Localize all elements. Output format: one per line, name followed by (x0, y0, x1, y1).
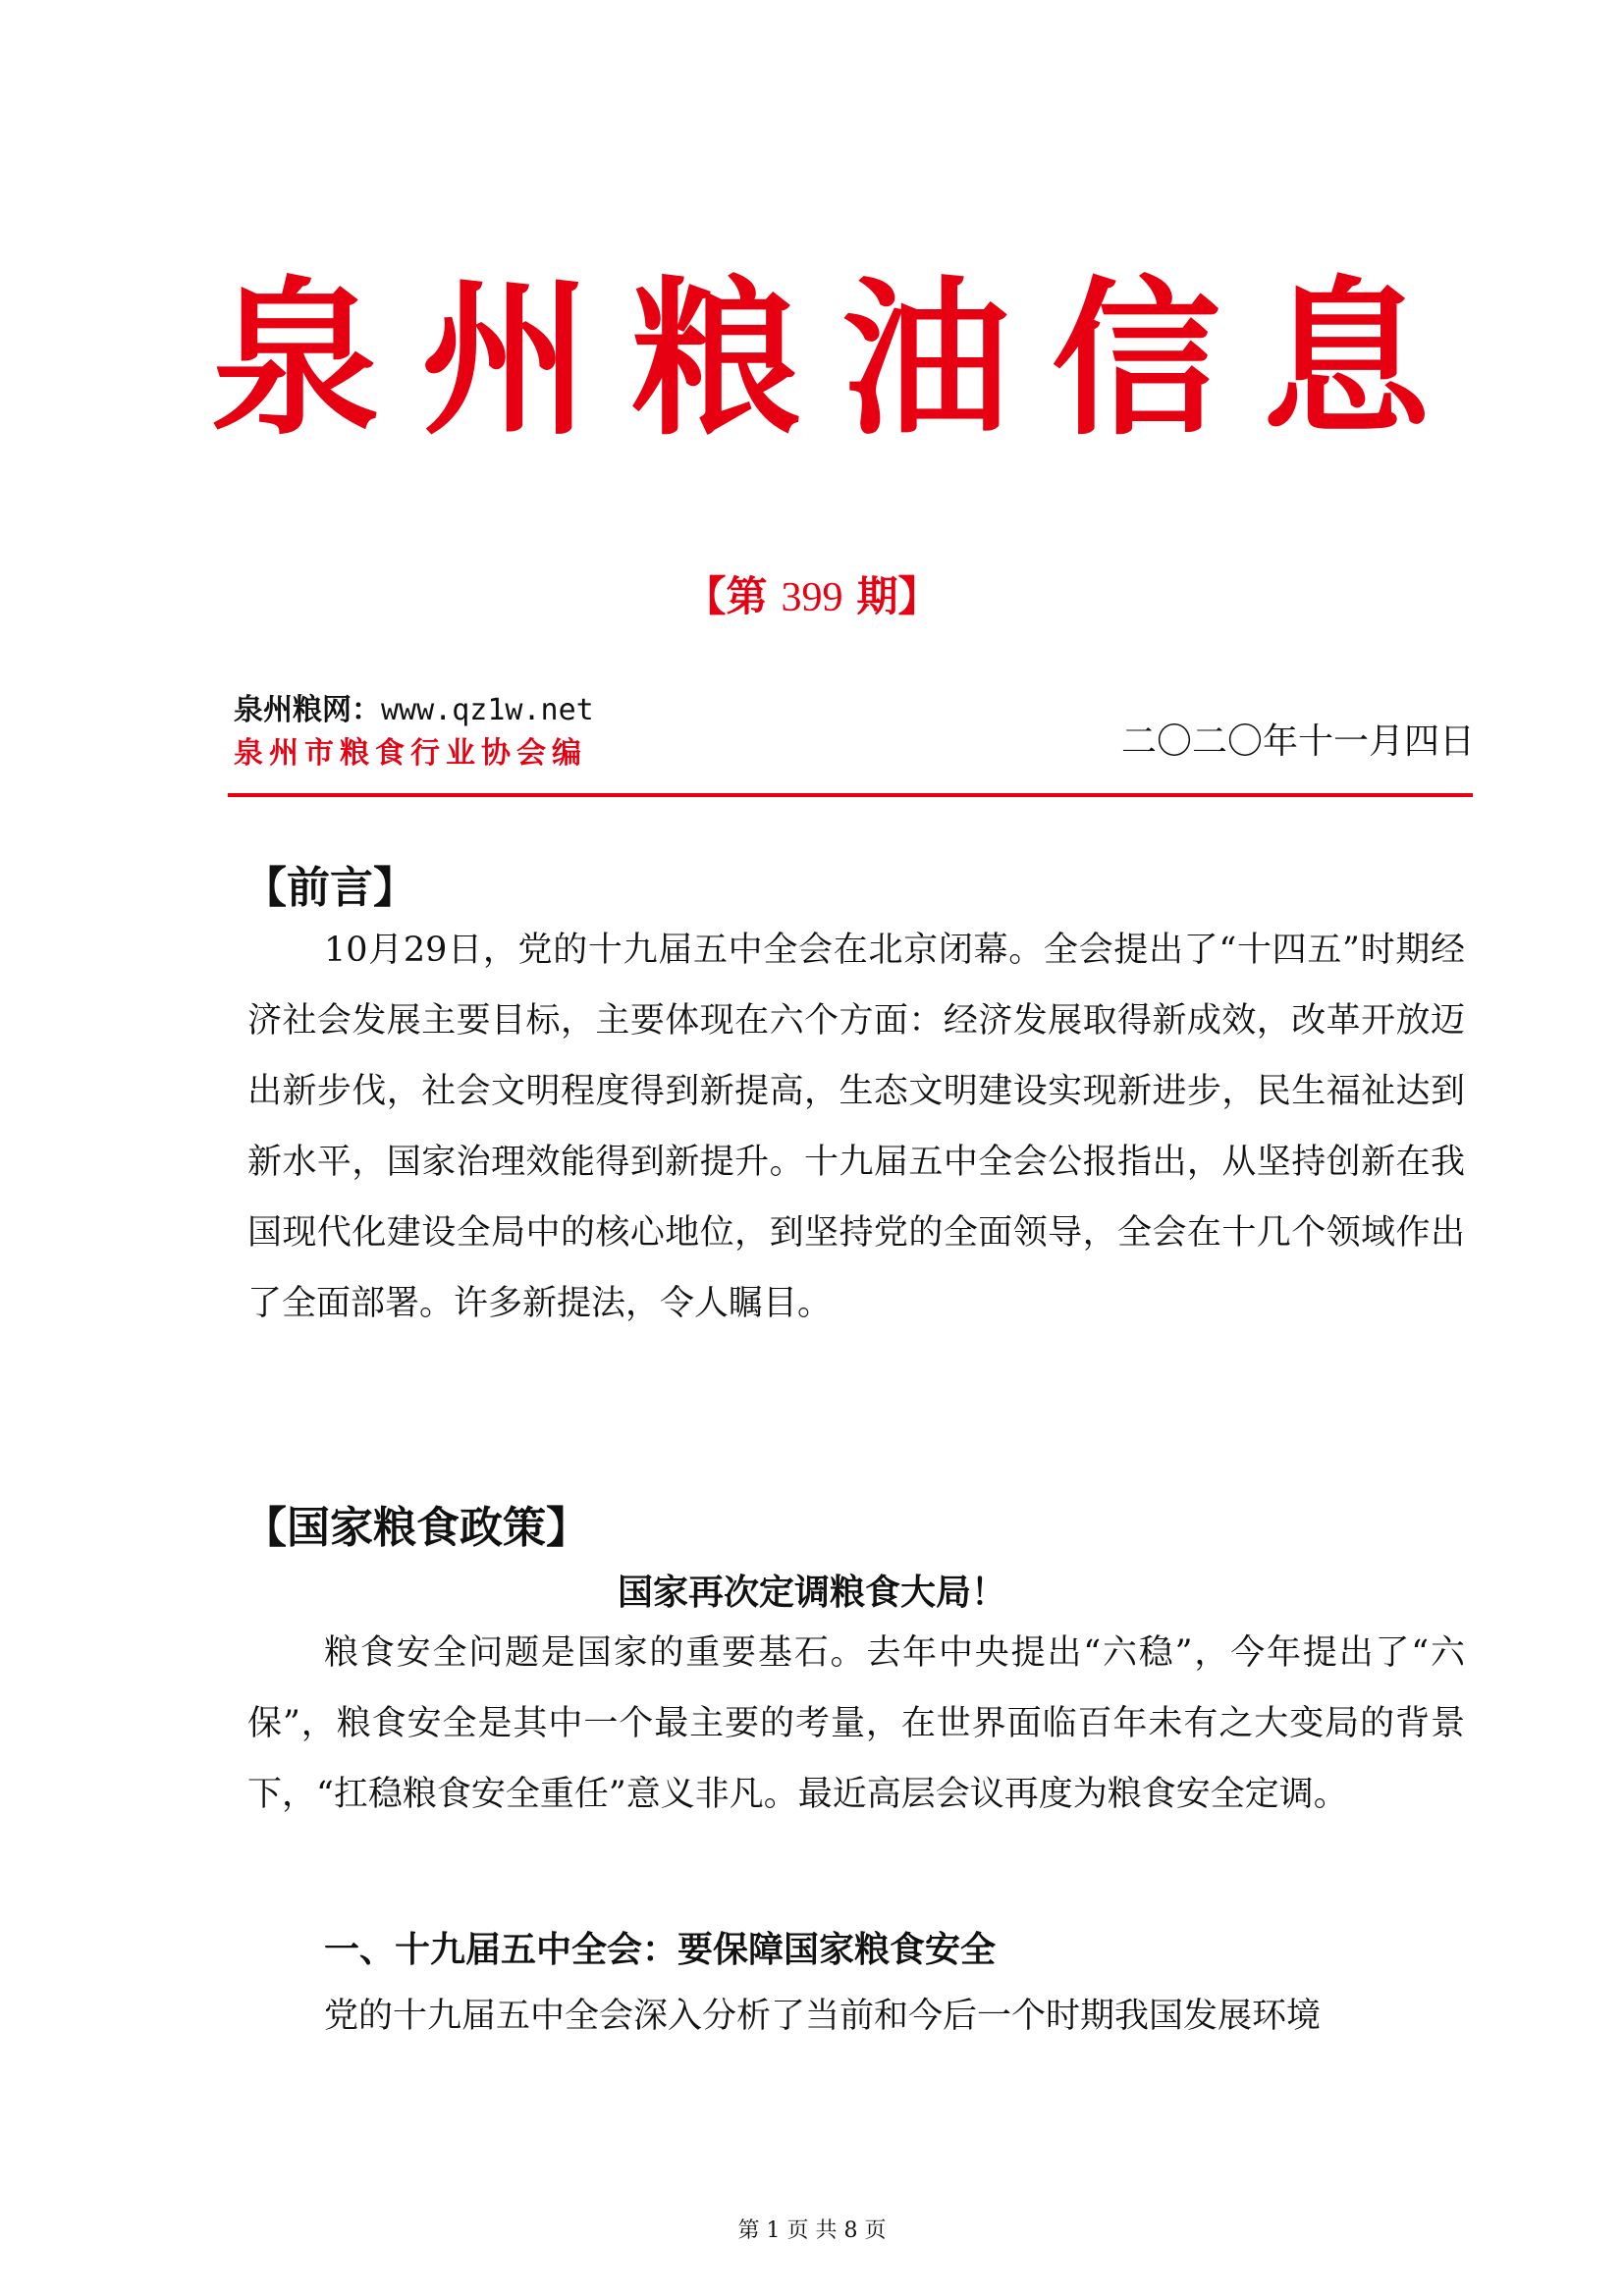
article-intro-paragraph: 粮食安全问题是国家的重要基石。去年中央提出“六稳”，今年提出了“六保”，粮食安全是其中一个最主要的考量，在世界面临百年未有之大变局的背景下，“扛稳粮食安全重任”意义非凡。最近高层会议再度为粮食安全定调。 (247, 1633, 1465, 1814)
header-divider (228, 793, 1473, 797)
preface-heading: 【前言】 (244, 863, 416, 913)
issue-suffix: 期】 (856, 572, 940, 620)
website-url: www.qz1w.net (381, 693, 594, 727)
website-label: 泉州粮网： (234, 693, 381, 727)
policy-heading: 【国家粮食政策】 (244, 1503, 589, 1553)
issue-number (0, 564, 1624, 623)
preface-paragraph: 10月29日，党的十九届五中全会在北京闭幕。全会提出了“十四五”时期经济社会发展主要目标，主要体现在六个方面：经济发展取得新成效，改革开放迈出新步伐，社会文明程度得到新提高，生态文明建设实现新进步，民生福祉达到新水平，国家治理效能得到新提升。十九届五中全会公报指出，从坚持创新在我国现代化建设全局中的核心地位，到坚持党的全面领导，全会在十几个领域作出了全面部署。许多新提法，令人瞩目。 (247, 931, 1465, 1323)
editor-line: 泉州市粮食行业协会编 (234, 736, 587, 771)
website-line (234, 685, 594, 728)
page-footer: 第 1 页 共 8 页 (737, 2218, 887, 2243)
article-subheading: 一、十九届五中全会：要保障国家粮食安全 (324, 1930, 997, 1970)
issue-number-value: 399 (781, 575, 843, 620)
article-title: 国家再次定调粮食大局！ (617, 1573, 1006, 1613)
issue-prefix: 【第 (684, 572, 768, 620)
newsletter-masthead: 泉州粮油信息 (211, 259, 1472, 458)
article-body-paragraph: 党的十九届五中全会深入分析了当前和今后一个时期我国发展环境 (324, 1997, 1322, 2036)
publish-date: 二〇二〇年十一月四日 (1120, 721, 1475, 762)
